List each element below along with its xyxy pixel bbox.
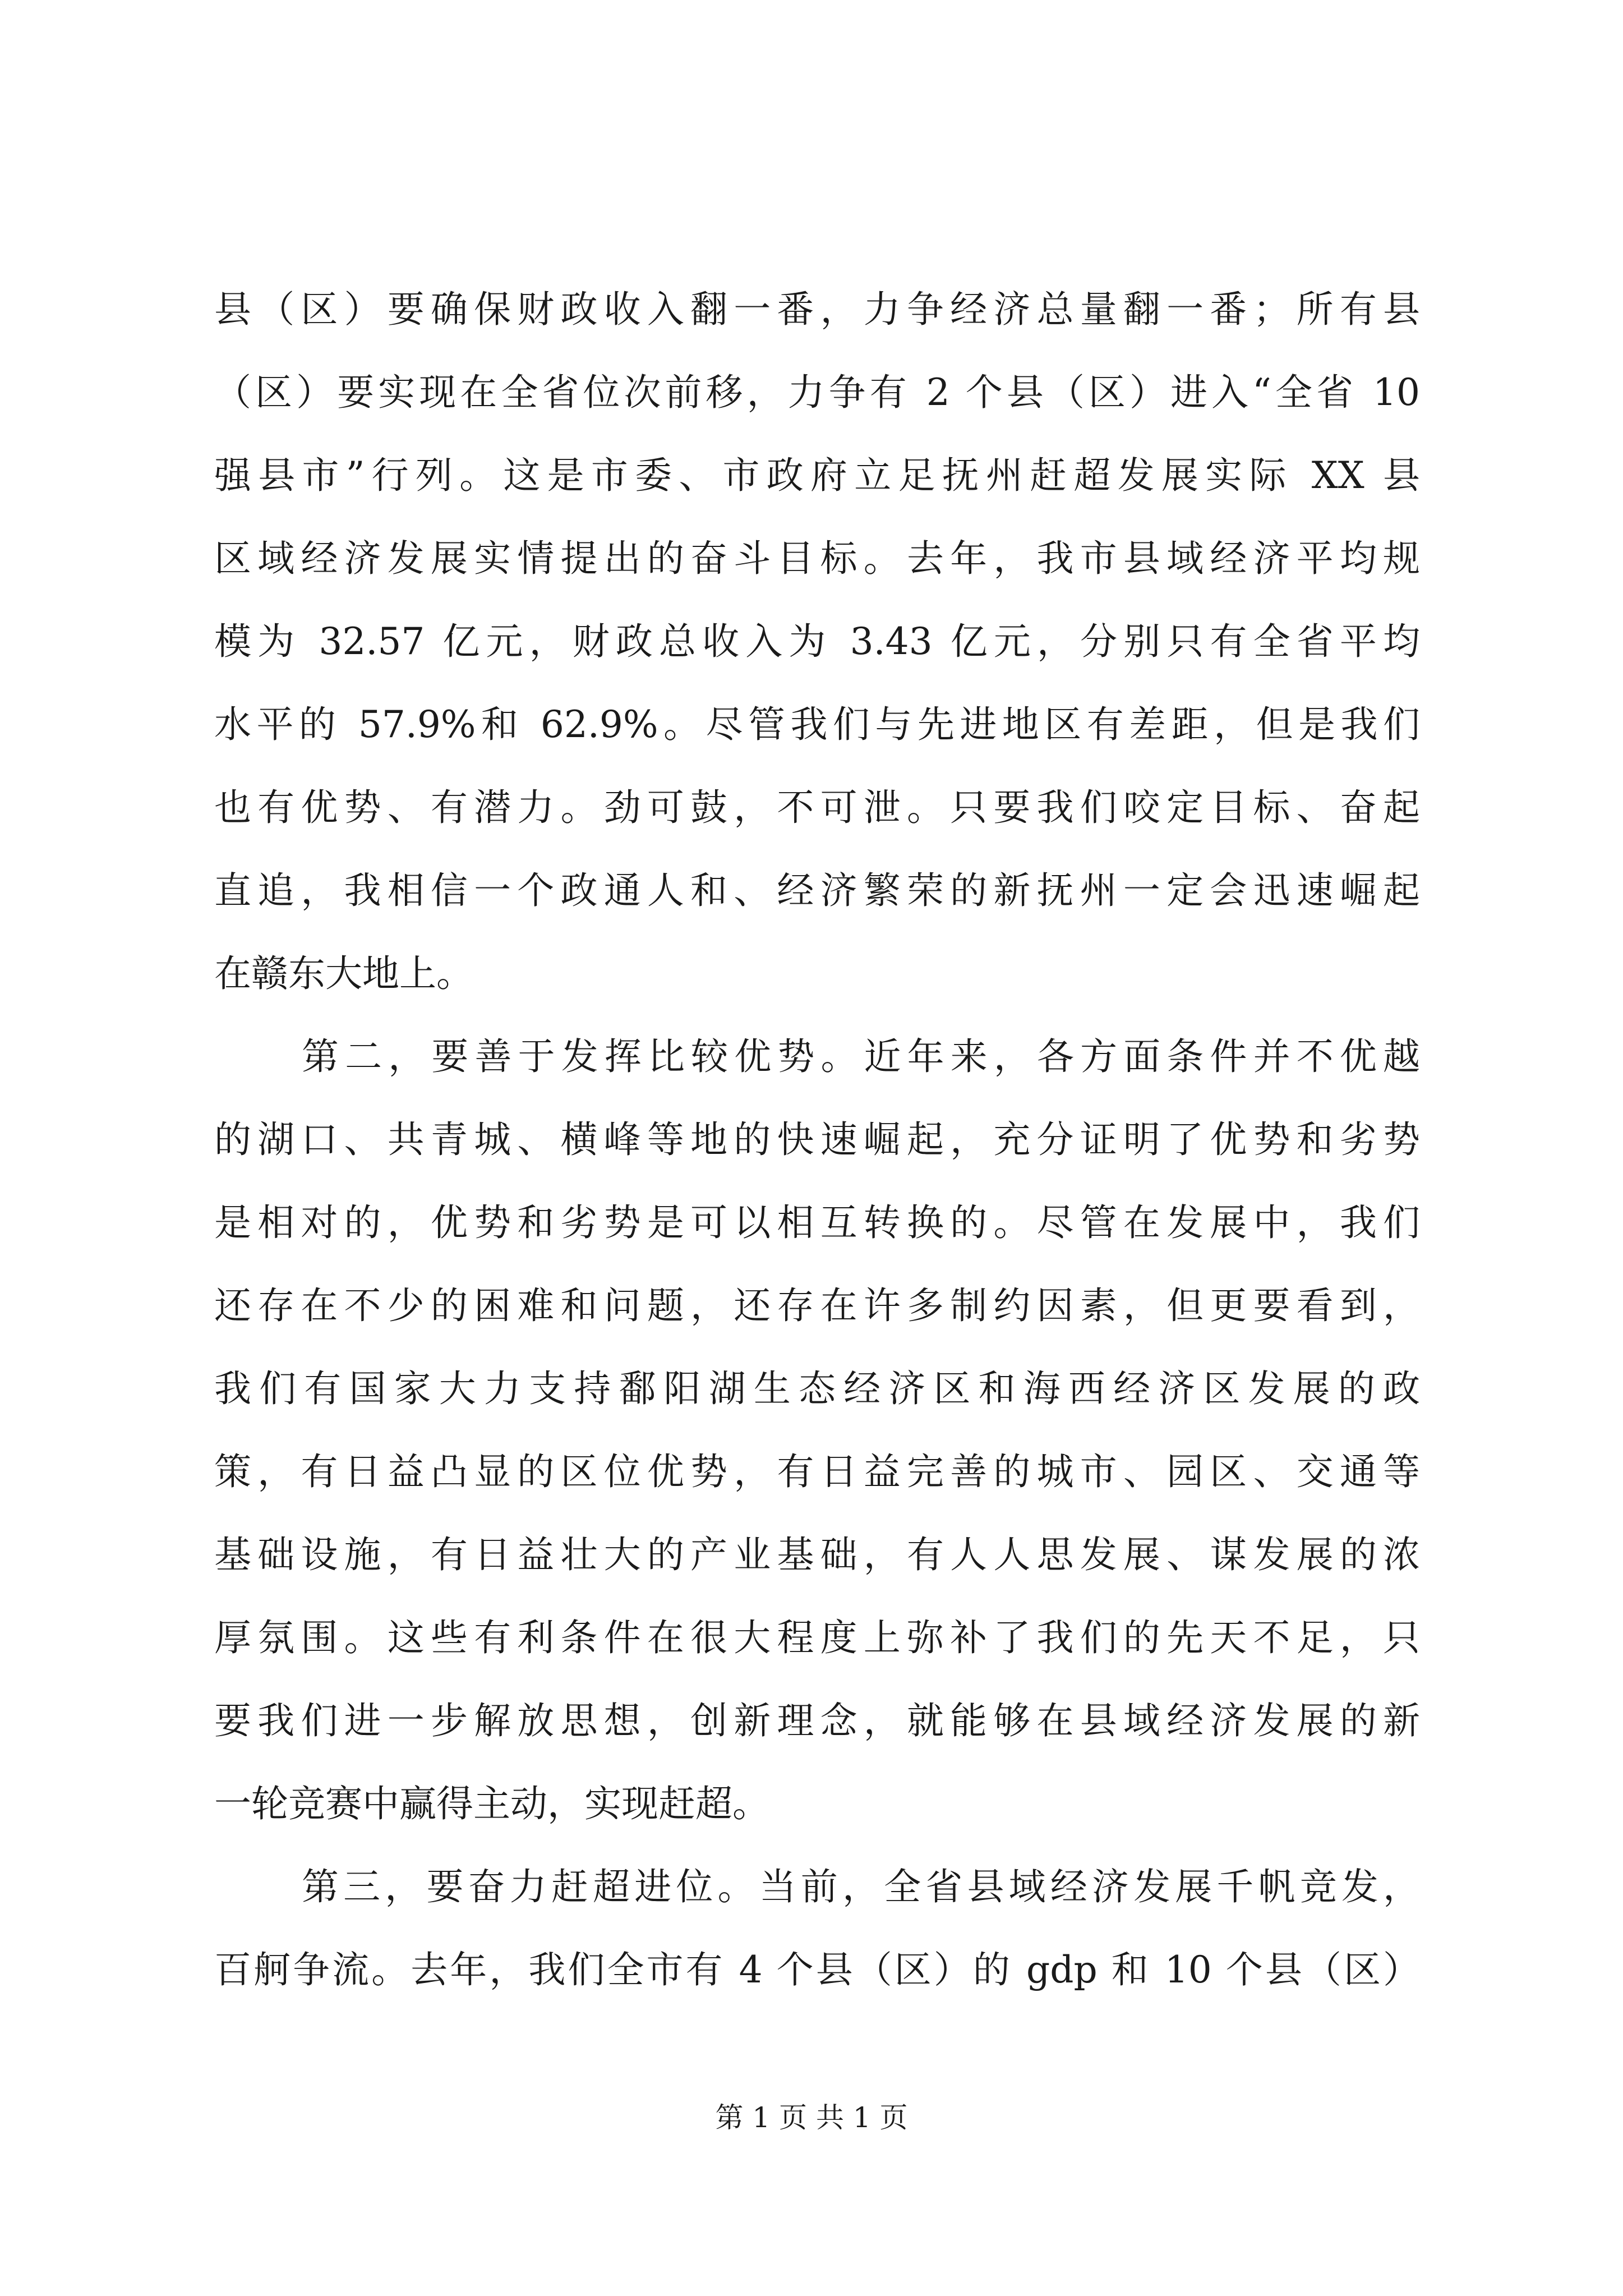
paragraph-line: 厚氛围。这些有利条件在很大程度上弥补了我们的先天不足，只 bbox=[214, 1616, 1420, 1659]
paragraph-line: 我们有国家大力支持鄱阳湖生态经济区和海西经济区发展的政 bbox=[214, 1367, 1420, 1410]
paragraph-line: 在赣东大地上。 bbox=[214, 952, 473, 995]
paragraph-line: 策，有日益凸显的区位优势，有日益完善的城市、园区、交通等 bbox=[214, 1450, 1420, 1493]
paragraph-line: 也有优势、有潜力。劲可鼓，不可泄。只要我们咬定目标、奋起 bbox=[214, 786, 1420, 829]
paragraph-line: （区）要实现在全省位次前移，力争有 2 个县（区）进入“全省 10 bbox=[214, 371, 1420, 414]
paragraph-line: 区域经济发展实情提出的奋斗目标。去年，我市县域经济平均规 bbox=[214, 537, 1420, 580]
paragraph-line: 水平的 57.9%和 62.9%。尽管我们与先进地区有差距，但是我们 bbox=[214, 703, 1420, 746]
paragraph-line: 是相对的，优势和劣势是可以相互转换的。尽管在发展中，我们 bbox=[214, 1201, 1420, 1244]
paragraph-line: 要我们进一步解放思想，创新理念，就能够在县域经济发展的新 bbox=[214, 1699, 1420, 1742]
paragraph-line: 强县市”行列。这是市委、市政府立足抚州赶超发展实际 XX 县 bbox=[214, 454, 1420, 497]
paragraph-line: 还存在不少的困难和问题，还存在许多制约因素，但更要看到， bbox=[214, 1284, 1420, 1327]
paragraph-line: 的湖口、共青城、横峰等地的快速崛起，充分证明了优势和劣势 bbox=[214, 1118, 1420, 1161]
paragraph-line: 百舸争流。去年，我们全市有 4 个县（区）的 gdp 和 10 个县（区） bbox=[214, 1948, 1420, 1991]
paragraph-line: 第二，要善于发挥比较优势。近年来，各方面条件并不优越 bbox=[302, 1035, 1420, 1078]
paragraph-line: 第三，要奋力赶超进位。当前，全省县域经济发展千帆竞发， bbox=[302, 1865, 1420, 1908]
paragraph-line: 基础设施，有日益壮大的产业基础，有人人思发展、谋发展的浓 bbox=[214, 1533, 1420, 1576]
page-number-footer: 第 1 页 共 1 页 bbox=[715, 2101, 908, 2134]
paragraph-line: 县（区）要确保财政收入翻一番，力争经济总量翻一番；所有县 bbox=[214, 288, 1420, 331]
paragraph-line: 一轮竞赛中赢得主动，实现赶超。 bbox=[214, 1782, 769, 1825]
paragraph-line: 直追，我相信一个政通人和、经济繁荣的新抚州一定会迅速崛起 bbox=[214, 869, 1420, 912]
paragraph-line: 模为 32.57 亿元，财政总收入为 3.43 亿元，分别只有全省平均 bbox=[214, 620, 1420, 663]
